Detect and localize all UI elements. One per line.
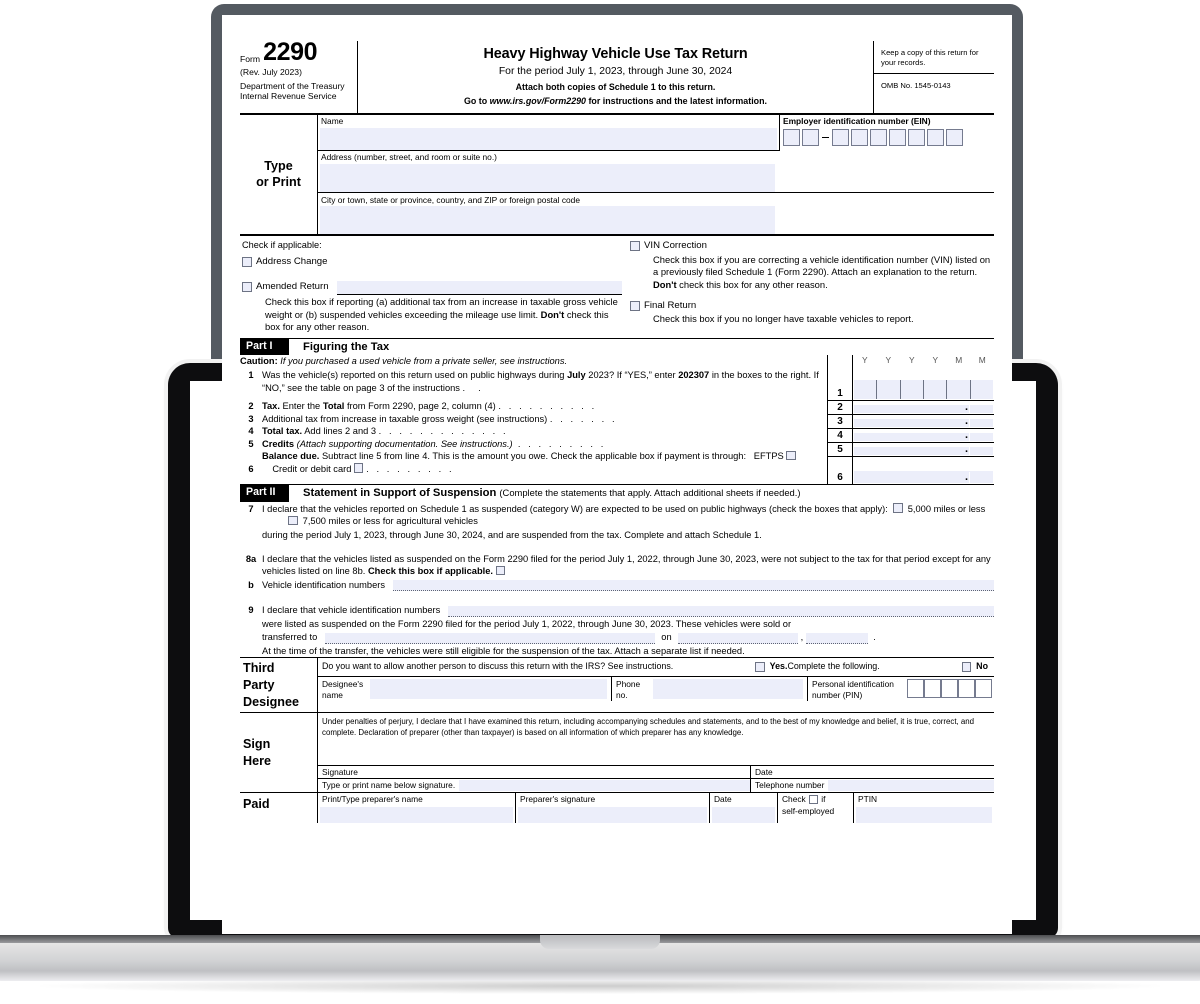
designee-phone-caption	[611, 677, 653, 701]
ein-cell	[780, 115, 994, 151]
designee-pin-caption	[807, 677, 907, 701]
ein-caption: Employer identification number (EIN)	[783, 116, 931, 127]
eftps-checkbox[interactable]	[786, 451, 796, 461]
address-change-row[interactable]	[242, 256, 622, 268]
line-9-date-year-input[interactable]	[806, 633, 868, 644]
line-9-transferred-label: transferred to	[262, 632, 318, 643]
line-2-row	[240, 400, 827, 413]
ptin-caption: PTIN	[858, 794, 878, 805]
part-1-tag: Part I	[240, 339, 289, 356]
or-print-label: or Print	[256, 175, 301, 190]
line-5-amount-input[interactable]: .	[853, 442, 994, 456]
ptin-cell[interactable]	[854, 793, 994, 823]
line-7-option-1: 5,000 miles or less	[907, 503, 986, 514]
third-party-no-label: No	[976, 661, 988, 672]
designee-phone-input[interactable]	[653, 679, 803, 699]
if-label: if	[821, 794, 826, 805]
ym-header: M	[955, 355, 963, 366]
self-employed-label: self-employed	[782, 805, 835, 816]
line-6-number: 6	[248, 463, 254, 474]
masthead-center	[357, 41, 874, 113]
line-1-date-input[interactable]	[853, 368, 994, 400]
line-7-text-a: I declare that the vehicles reported on Schedule 1 as suspended (category W) are expected to be used on public highways (check the boxes that apply):	[262, 503, 888, 514]
city-input[interactable]	[320, 206, 775, 234]
tp-tag-2: Party	[243, 677, 275, 692]
omb-number: OMB No. 1545-0143	[881, 80, 951, 90]
line-8a-checkbox[interactable]	[496, 566, 506, 576]
designee-pin-boxes[interactable]	[907, 677, 994, 701]
keep-copy-note: Keep a copy of this return for your records.	[874, 41, 994, 74]
line-5-number: 5	[248, 438, 254, 449]
form-masthead	[240, 38, 994, 115]
credit-card-checkbox[interactable]	[354, 463, 364, 473]
line-7-text-b: during the period July 1, 2023, through June 30, 2024, and are suspended from the tax. Complete and attach Schedule 1.	[262, 530, 762, 540]
attach-note: Attach both copies of Schedule 1 to this return.	[515, 81, 716, 92]
vin-correction-label: VIN Correction	[644, 240, 707, 252]
type-or-print-label	[240, 115, 318, 235]
ein-box[interactable]	[870, 129, 887, 146]
line-9-date-month-input[interactable]	[678, 633, 798, 644]
amended-return-description	[242, 296, 622, 334]
tp-tag-1: Third	[243, 661, 275, 676]
irs-form-2290	[222, 15, 1012, 823]
preparer-signature-caption: Preparer's signature	[520, 794, 596, 805]
line-3-number: 3	[248, 413, 254, 424]
preparer-name-input[interactable]	[320, 807, 513, 823]
final-return-label: Final Return	[644, 300, 697, 312]
line-4-number: 4	[248, 426, 254, 437]
line-7-row	[240, 503, 994, 542]
goto-note	[364, 96, 867, 107]
part-2-header	[240, 485, 994, 502]
ein-box[interactable]	[783, 129, 800, 146]
third-party-designee-section	[240, 658, 994, 713]
perjury-statement: Under penalties of perjury, I declare that I have examined this return, including accompanying schedules and statements, and to the best of my knowledge and belief, it is true, correct, and complete. Declaration of preparer (other than taxpayer) is based on all information of which preparer has any knowledge.	[322, 717, 975, 738]
check-if-applicable-heading: Check if applicable:	[242, 240, 322, 251]
ein-box[interactable]	[832, 129, 849, 146]
self-employed-checkbox[interactable]	[809, 795, 819, 805]
part-1-header	[240, 338, 994, 356]
pin-box[interactable]	[924, 679, 941, 698]
preparer-signature-cell[interactable]	[516, 793, 710, 823]
part-2-name	[289, 485, 800, 502]
designee-cap-1: Designee's	[322, 678, 364, 689]
line-3-text: Additional tax from increase in taxable gross weight (see instructions) . . . . . . .	[262, 413, 618, 424]
check-if-applicable-section	[240, 236, 994, 334]
vin-correction-description	[630, 254, 994, 292]
third-party-question-row	[318, 658, 994, 676]
ymmd-header-row	[853, 355, 994, 368]
line-6-row	[240, 450, 827, 475]
preparer-name-caption: Print/Type preparer's name	[322, 794, 423, 805]
pin-box[interactable]	[941, 679, 958, 698]
phone-cap-2: no.	[616, 689, 628, 700]
designee-cap-2: name	[322, 689, 343, 700]
sign-tag-2: Here	[243, 753, 272, 768]
miles-7500-agricultural-checkbox[interactable]	[288, 516, 298, 526]
line-1-row	[240, 369, 827, 400]
tp-tag-3: Designee	[243, 694, 299, 709]
designee-fields-row	[318, 677, 994, 701]
form-viewport[interactable]	[222, 15, 1012, 934]
telephone-caption: Telephone number	[755, 780, 825, 791]
third-party-question: Do you want to allow another person to discuss this return with the IRS? See instructions.	[322, 661, 674, 672]
part-2-subtitle: (Complete the statements that apply. Attach additional sheets if needed.)	[499, 487, 801, 499]
line-4-amount-input[interactable]: .	[853, 428, 994, 442]
ym-header: Y	[861, 355, 868, 366]
line-8b-vin-input[interactable]	[393, 580, 994, 591]
preparer-date-cell[interactable]	[710, 793, 778, 823]
masthead-left	[240, 38, 357, 113]
ein-box[interactable]	[908, 129, 925, 146]
line-4-row	[240, 425, 827, 438]
caution-bold: Caution:	[240, 356, 278, 367]
part-2-tag: Part II	[240, 485, 289, 502]
line-1-text: Was the vehicle(s) reported on this return used on public highways during July 2023? If “YES,” enter 202307 in the boxes to the right. If “NO,” see the table on page 3 of the instructions	[262, 370, 819, 393]
part-1-caution	[240, 356, 827, 369]
ym-header: Y	[908, 355, 915, 366]
city-field-cell[interactable]	[318, 193, 994, 234]
line-3-amount-input[interactable]: .	[853, 414, 994, 428]
part-1-body	[240, 355, 994, 485]
ein-box[interactable]	[889, 129, 906, 146]
vin-correction-row[interactable]	[630, 240, 994, 252]
address-input[interactable]	[320, 164, 775, 192]
third-party-yes-checkbox[interactable]	[755, 662, 765, 672]
form-word: Form	[240, 53, 261, 64]
address-caption: Address (number, street, and room or suite no.)	[321, 152, 497, 163]
line-5-row	[240, 438, 827, 451]
amended-return-row[interactable]	[242, 281, 622, 295]
ym-header: Y	[932, 355, 939, 366]
vin-desc-bold: Don't	[653, 278, 677, 290]
line-8a-number: 8a	[245, 553, 257, 564]
pin-box[interactable]	[975, 679, 992, 698]
ein-box[interactable]	[802, 129, 819, 146]
line-7-number: 7	[248, 503, 254, 514]
amended-desc-b: check this box for any other reason.	[265, 308, 609, 333]
vin-desc-a: Check this box if you are correcting a vehicle identification number (VIN) listed on a previously filed Schedule 1 (Form 2290). Attach an explanation to the return.	[653, 253, 991, 278]
line-4-box-number: 4	[828, 428, 852, 442]
part-2-body	[240, 502, 994, 658]
goto-prefix: Go to	[464, 96, 490, 107]
line-2-number: 2	[248, 401, 254, 412]
line-9-vin-input[interactable]	[448, 606, 994, 617]
typename-input[interactable]	[459, 780, 750, 791]
sign-here-tag	[240, 713, 318, 792]
line-7-option-2: 7,500 miles or less for agricultural vehicles	[302, 516, 478, 527]
part-2-title: Statement in Support of Suspension	[303, 487, 497, 500]
self-employed-cell[interactable]	[778, 793, 854, 823]
line-3-box-number: 3	[828, 414, 852, 428]
address-change-label: Address Change	[256, 256, 328, 268]
miles-5000-checkbox[interactable]	[893, 503, 903, 513]
telephone-row[interactable]	[750, 779, 994, 792]
designee-name-input[interactable]	[370, 679, 607, 699]
telephone-input[interactable]	[828, 780, 994, 791]
line-8b-number: b	[248, 579, 254, 590]
line-1-leader: . .	[462, 382, 484, 393]
final-return-row[interactable]	[630, 300, 994, 312]
line-2-amount-input[interactable]: .	[853, 400, 994, 414]
form-period: For the period July 1, 2023, through June 30, 2024	[498, 66, 733, 78]
preparer-signature-input[interactable]	[518, 807, 707, 823]
paid-preparer-tag: Paid	[240, 793, 318, 823]
designee-name-caption	[318, 677, 370, 701]
line-9-text-a: I declare that vehicle identification numbers	[262, 605, 441, 616]
check-label: Check	[782, 794, 806, 805]
form-revision: (Rev. July 2023)	[240, 66, 302, 77]
third-party-no-checkbox[interactable]	[962, 662, 972, 672]
signature-cell[interactable]	[318, 765, 750, 778]
laptop-trackpad-notch	[540, 935, 660, 949]
pin-box[interactable]	[958, 679, 975, 698]
ptin-input[interactable]	[856, 807, 992, 823]
line-1-number: 1	[248, 370, 254, 381]
line-6-amount-input[interactable]: .	[853, 456, 994, 484]
name-input[interactable]	[320, 128, 777, 150]
amended-return-label: Amended Return	[256, 281, 329, 293]
line-8a-bold: Check this box if applicable.	[367, 566, 493, 577]
name-field-cell[interactable]	[318, 115, 780, 151]
preparer-name-cell[interactable]	[318, 793, 516, 823]
city-caption: City or town, state or province, country, and ZIP or foreign postal code	[321, 194, 580, 205]
signature-caption: Signature	[322, 767, 358, 778]
line-2-box-number: 2	[828, 400, 852, 414]
form-number: 2290	[263, 38, 318, 66]
typename-row[interactable]	[318, 779, 750, 792]
sign-here-section	[240, 713, 994, 793]
third-party-yes-rest: Complete the following.	[787, 661, 880, 672]
pin-box[interactable]	[907, 679, 924, 698]
preparer-date-input[interactable]	[712, 807, 775, 823]
vin-desc-b: check this box for any other reason.	[676, 278, 828, 290]
third-party-designee-tag	[240, 658, 318, 712]
caution-italic: If you purchased a used vehicle from a private seller, see instructions.	[277, 356, 568, 367]
ein-boxes[interactable]	[780, 127, 994, 148]
line-8a-text: I declare that the vehicles listed as suspended on the Form 2290 filed for the period July 1, 2022, through June 30, 2023, were not subject to the tax for that period except for any vehicles listed on line 8b.	[262, 553, 991, 577]
final-return-description: Check this box if you no longer have taxable vehicles to report.	[653, 313, 914, 325]
line-8b-label: Vehicle identification numbers	[262, 579, 385, 590]
line-9-text-d: At the time of the transfer, the vehicles were still eligible for the suspension of the tax. Attach a separate list if needed.	[262, 645, 745, 656]
dept-line-1: Department of the Treasury	[240, 80, 345, 91]
line-8b-row	[240, 579, 994, 592]
line-9-row: 9 I declare that vehicle identification numbers were listed as suspended on the Form 2290 filed for the period July 1, 2022, through June 30, 2023. These vehicles were sold or transferred to on , . At the time of the transfer, the vehicles were still eligible for the suspension of the tax. Attach a separate list if needed.	[240, 604, 994, 657]
line-5-text: Credits (Attach supporting documentation. See instructions.) . . . . . . . . .	[262, 438, 606, 449]
part-1-name: Figuring the Tax	[303, 340, 390, 353]
amended-desc-bold: Don't	[540, 308, 565, 320]
ein-box[interactable]	[927, 129, 944, 146]
irs-url[interactable]: www.irs.gov/Form2290	[489, 96, 586, 107]
pin-cap-1: Personal identification	[812, 678, 894, 689]
ein-box[interactable]	[946, 129, 963, 146]
dept-line-2: Internal Revenue Service	[240, 91, 337, 102]
amended-return-input[interactable]	[337, 281, 622, 295]
line-9-transferee-input[interactable]	[325, 633, 655, 644]
line-4-text: Total tax. Add lines 2 and 3 . . . . . . . . . . . . .	[262, 426, 509, 437]
signature-date-caption: Date	[755, 767, 773, 778]
line-2-text: Tax. Enter the Total from Form 2290, page 2, column (4) . . . . . . . . . .	[262, 401, 597, 412]
line-3-row	[240, 413, 827, 426]
ym-header: Y	[885, 355, 892, 366]
line-1-box-number: 1	[837, 387, 843, 399]
third-party-yes-bold: Yes.	[769, 661, 788, 672]
amended-desc-a: Check this box if reporting (a) additional tax from an increase in taxable gross vehicle weight or (b) suspended vehicles exceeding the mileage use limit.	[265, 296, 618, 320]
address-field-cell[interactable]	[318, 151, 994, 193]
part-1-amount-table	[827, 355, 994, 484]
form-title: Heavy Highway Vehicle Use Tax Return	[483, 46, 748, 62]
line-5-box-number: 5	[828, 442, 852, 456]
line-6-box-number: 6	[828, 456, 852, 484]
goto-suffix: for instructions and the latest information.	[586, 96, 767, 107]
phone-cap-1: Phone	[616, 678, 641, 689]
pin-cap-2: number (PIN)	[812, 689, 863, 700]
type-label: Type	[264, 159, 293, 174]
preparer-date-caption: Date	[714, 794, 732, 805]
masthead-right	[874, 41, 994, 113]
signature-date-cell[interactable]	[750, 765, 994, 778]
line-9-text-b: were listed as suspended on the Form 2290 filed for the period July 1, 2022, through June 30, 2023. These vehicles were sold or	[262, 618, 792, 629]
typename-caption: Type or print name below signature.	[322, 780, 456, 791]
line-8a-row	[240, 553, 994, 578]
ein-dash	[822, 137, 829, 138]
ein-box[interactable]	[851, 129, 868, 146]
identity-block	[240, 115, 994, 237]
sign-tag-1: Sign	[243, 737, 271, 752]
ym-header: M	[978, 355, 986, 366]
name-caption: Name	[321, 116, 344, 127]
paid-preparer-section	[240, 793, 994, 823]
line-6-text: Balance due. Subtract line 5 from line 4. This is the amount you owe. Check the applicable box if payment is through: EFTPS Credit or debit card . . . . . . . . .	[262, 450, 827, 475]
line-9-number: 9	[248, 605, 254, 616]
line-9-on-label: on	[661, 632, 672, 643]
